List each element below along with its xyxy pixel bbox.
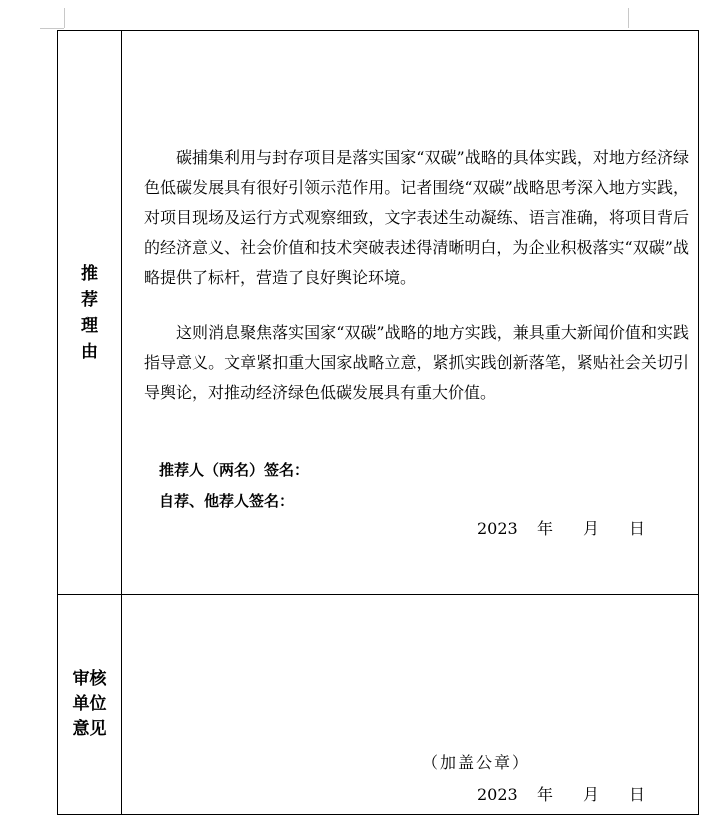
reason-paragraph-2: 这则消息聚焦落实国家“双碳”战略的地方实践，兼具重大新闻价值和实践指导意义。文章紧扣重大国家战略立意，紧抓实践创新落笔，紧贴社会关切引导舆论，对推动经济绿色低碳发展具有重大价值。	[144, 323, 689, 402]
self-recommender-signature-label: 自荐、他荐人签名：	[159, 492, 295, 510]
reason-paragraph-1: 碳捕集利用与封存项目是落实国家“双碳”战略的具体实践，对地方经济绿色低碳发展具有很好引领示范作用。记者围绕“双碳”战略思考深入地方实践，对项目现场及运行方式观察细致，文字表述生动凝练、语言准确，将项目背后的经济意义、社会价值和技术突破表述得清晰明白，为企业积极落实“双碳”战略提供了标杆，营造了良好舆论环境。	[144, 148, 689, 287]
review-date-year: 2023	[477, 785, 518, 804]
review-label: 审核单位意见	[72, 669, 107, 739]
reason-date-year-label: 年	[537, 519, 554, 538]
review-date-month-label: 月	[583, 785, 600, 804]
reason-date-day-label: 日	[629, 519, 646, 538]
review-date-year-label: 年	[537, 785, 554, 804]
reason-label: 推荐理由	[81, 263, 98, 362]
margin-guide-left	[64, 8, 65, 28]
reason-row	[58, 31, 698, 595]
official-seal-note: （加盖公章）	[422, 753, 531, 772]
review-row	[58, 595, 698, 814]
review-date-day-label: 日	[629, 785, 646, 804]
reason-date-year: 2023	[477, 519, 518, 538]
reason-date	[477, 518, 645, 540]
review-label-cell	[58, 595, 122, 814]
reason-label-cell	[58, 31, 122, 594]
reason-content-cell[interactable]	[122, 31, 698, 594]
recommendation-form-table	[57, 30, 699, 815]
review-content-cell[interactable]	[122, 595, 698, 814]
margin-guide-right	[628, 8, 629, 28]
review-date	[477, 784, 645, 806]
margin-guide-top	[40, 28, 64, 29]
reason-date-month-label: 月	[583, 519, 600, 538]
recommenders-signature-label: 推荐人（两名）签名：	[159, 461, 310, 479]
